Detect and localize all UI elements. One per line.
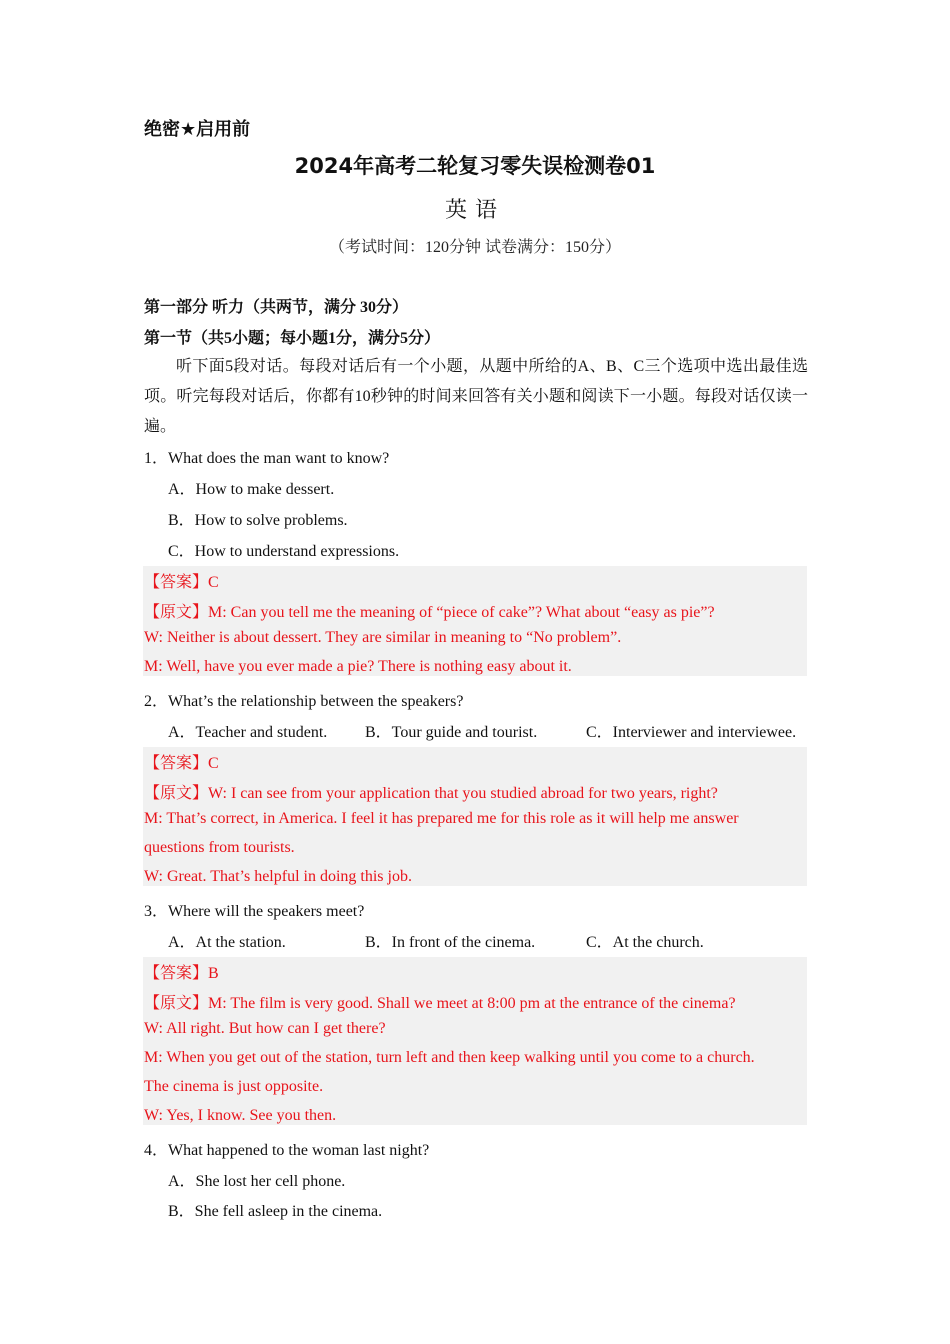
script-line: W: Neither is about dessert. They are similar in meaning to “No problem”. — [144, 629, 622, 646]
script-line: 【原文】M: Can you tell me the meaning of “piece of cake”? What about “easy as pie”? — [144, 604, 715, 621]
answer-key: 【答案】C — [144, 574, 219, 591]
option-a: A．Teacher and student. — [168, 724, 328, 741]
answer-block — [143, 957, 807, 1125]
option-b: B．She fell asleep in the cinema. — [168, 1203, 383, 1220]
answer-block — [143, 747, 807, 886]
option-c: C．Interviewer and interviewee. — [586, 724, 797, 741]
answer-key: 【答案】C — [144, 755, 219, 772]
confidential-label: 绝密★启用前 — [144, 119, 251, 140]
script-line: W: Yes, I know. See you then. — [144, 1107, 337, 1124]
answer-key: 【答案】B — [144, 965, 219, 982]
answer-block — [143, 566, 807, 676]
script-line: M: That’s correct, in America. I feel it has prepared me for this role as it will help me answer — [144, 810, 739, 827]
exam-info: （考试时间：120分钟 试卷满分：150分） — [328, 239, 621, 256]
option-c: C．At the church. — [586, 934, 704, 951]
script-line: 【原文】W: I can see from your application that you studied abroad for two years, right? — [144, 785, 718, 802]
question-stem: 4．What happened to the woman last night? — [144, 1142, 430, 1159]
option-c: C．How to understand expressions. — [168, 543, 400, 560]
script-line: 【原文】M: The film is very good. Shall we meet at 8:00 pm at the entrance of the cinema? — [144, 995, 736, 1012]
part-heading: 第一部分 听力（共两节，满分 30分） — [144, 299, 409, 316]
subject-title: 英语 — [444, 198, 505, 223]
script-line: M: When you get out of the station, turn left and then keep walking until you come to a church. — [144, 1049, 755, 1066]
script-line: W: All right. But how can I get there? — [144, 1020, 386, 1037]
option-b: B．In front of the cinema. — [365, 934, 536, 951]
section-heading: 第一节（共5小题；每小题1分，满分5分） — [144, 330, 441, 347]
question-stem: 1．What does the man want to know? — [144, 450, 390, 467]
option-a: A．She lost her cell phone. — [168, 1173, 346, 1190]
option-a: A．How to make dessert. — [168, 481, 335, 498]
option-b: B．How to solve problems. — [168, 512, 348, 529]
question-stem: 2．What’s the relationship between the speakers? — [144, 693, 464, 710]
page-title: 2024年高考二轮复习零失误检测卷01 — [294, 154, 656, 178]
option-b: B．Tour guide and tourist. — [365, 724, 538, 741]
instructions: 听下面5段对话。每段对话后有一个小题，从题中所给的A、B、C三个选项中选出最佳选项。听完每段对话后，你都有10秒钟的时间来回答有关小题和阅读下一小题。每段对话仅读一遍。 — [144, 358, 808, 435]
option-a: A．At the station. — [168, 934, 286, 951]
script-line: questions from tourists. — [144, 839, 295, 856]
script-line: The cinema is just opposite. — [144, 1078, 324, 1095]
script-line: W: Great. That’s helpful in doing this job. — [144, 868, 412, 885]
script-line: M: Well, have you ever made a pie? There is nothing easy about it. — [144, 658, 572, 675]
question-stem: 3．Where will the speakers meet? — [144, 903, 365, 920]
